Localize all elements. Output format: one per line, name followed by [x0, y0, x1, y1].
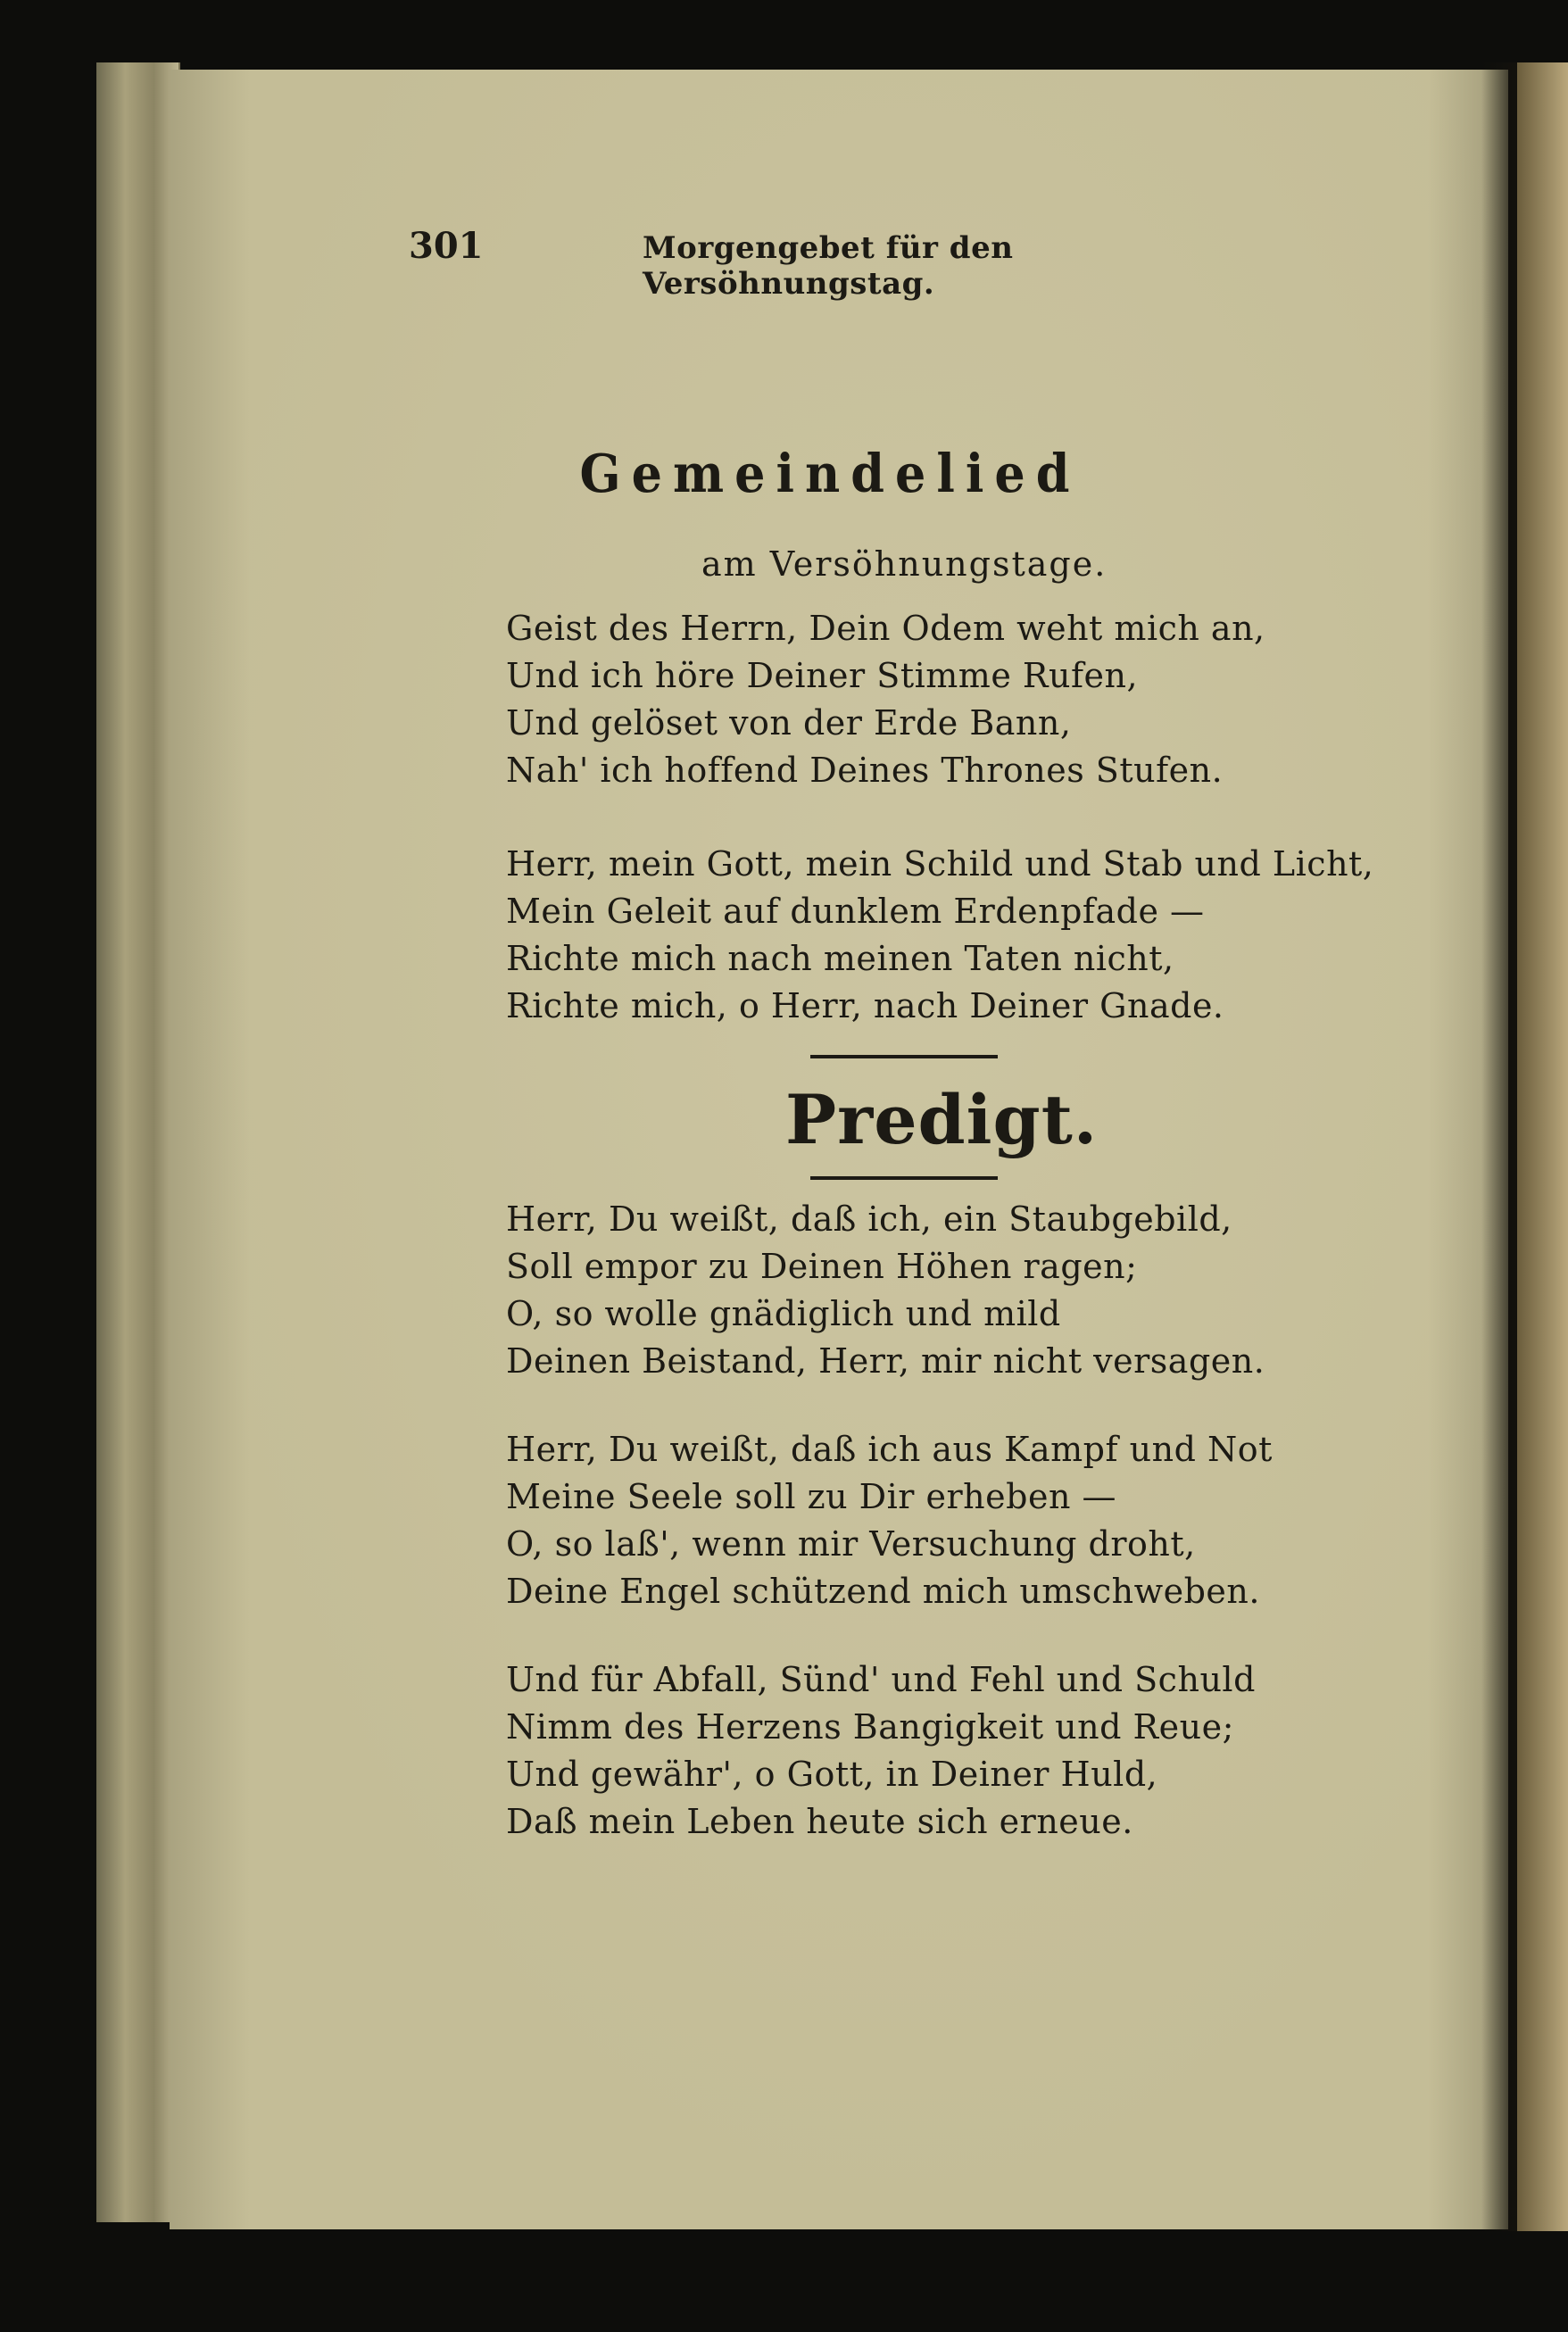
verse-line: Nah' ich hoffend Deines Thrones Stufen.: [506, 751, 1224, 790]
running-title: Morgengebet für den Versöhnungstag.: [643, 230, 1014, 302]
hymn-stanza: [506, 605, 1265, 794]
book-spine-edge: [96, 62, 180, 2222]
verse-line: Geist des Herrn, Dein Odem weht mich an,: [506, 609, 1265, 648]
verse-line: Herr, mein Gott, mein Schild und Stab und Licht,: [506, 844, 1374, 884]
verse-line: Deine Engel schützend mich umschweben.: [506, 1572, 1260, 1611]
verse-line: Herr, Du weißt, daß ich aus Kampf und Not: [506, 1430, 1273, 1469]
verse-line: Herr, Du weißt, daß ich, ein Staubgebild,: [506, 1199, 1232, 1239]
hymn-stanza: [506, 841, 1373, 1030]
sermon-stanza: [506, 1426, 1273, 1615]
verse-line: Meine Seele soll zu Dir erheben —: [506, 1477, 1117, 1516]
adjacent-page-edge: [1517, 62, 1568, 2231]
verse-line: O, so laß', wenn mir Versuchung droht,: [506, 1524, 1196, 1564]
page-header: [409, 225, 1176, 302]
page-gutter: [1481, 62, 1517, 2231]
verse-line: Mein Geleit auf dunklem Erdenpfade —: [506, 892, 1205, 931]
verse-line: Und gelöset von der Erde Bann,: [506, 703, 1072, 743]
divider-rule-bottom: [810, 1176, 998, 1180]
hymn-subtitle: am Versöhnungstage.: [701, 544, 1108, 584]
verse-line: O, so wolle gnädiglich und mild: [506, 1294, 1061, 1333]
verse-line: Soll empor zu Deinen Höhen ragen;: [506, 1247, 1138, 1286]
page-number: 301: [409, 225, 484, 267]
verse-line: Richte mich nach meinen Taten nicht,: [506, 939, 1174, 978]
sermon-title: Predigt.: [785, 1080, 1099, 1159]
verse-line: Richte mich, o Herr, nach Deiner Gnade.: [506, 986, 1224, 1025]
sermon-stanza: [506, 1656, 1256, 1846]
verse-line: Deinen Beistand, Herr, mir nicht versagen.: [506, 1341, 1265, 1381]
divider-rule-top: [810, 1055, 998, 1058]
sermon-stanza: [506, 1196, 1265, 1385]
hymn-title: Gemeindelied: [579, 441, 1081, 505]
verse-line: Nimm des Herzens Bangigkeit und Reue;: [506, 1707, 1234, 1747]
verse-line: Und gewähr', o Gott, in Deiner Huld,: [506, 1755, 1158, 1794]
verse-line: Und ich höre Deiner Stimme Rufen,: [506, 656, 1139, 695]
verse-line: Und für Abfall, Sünd' und Fehl und Schuld: [506, 1660, 1256, 1699]
verse-line: Daß mein Leben heute sich erneue.: [506, 1802, 1133, 1841]
